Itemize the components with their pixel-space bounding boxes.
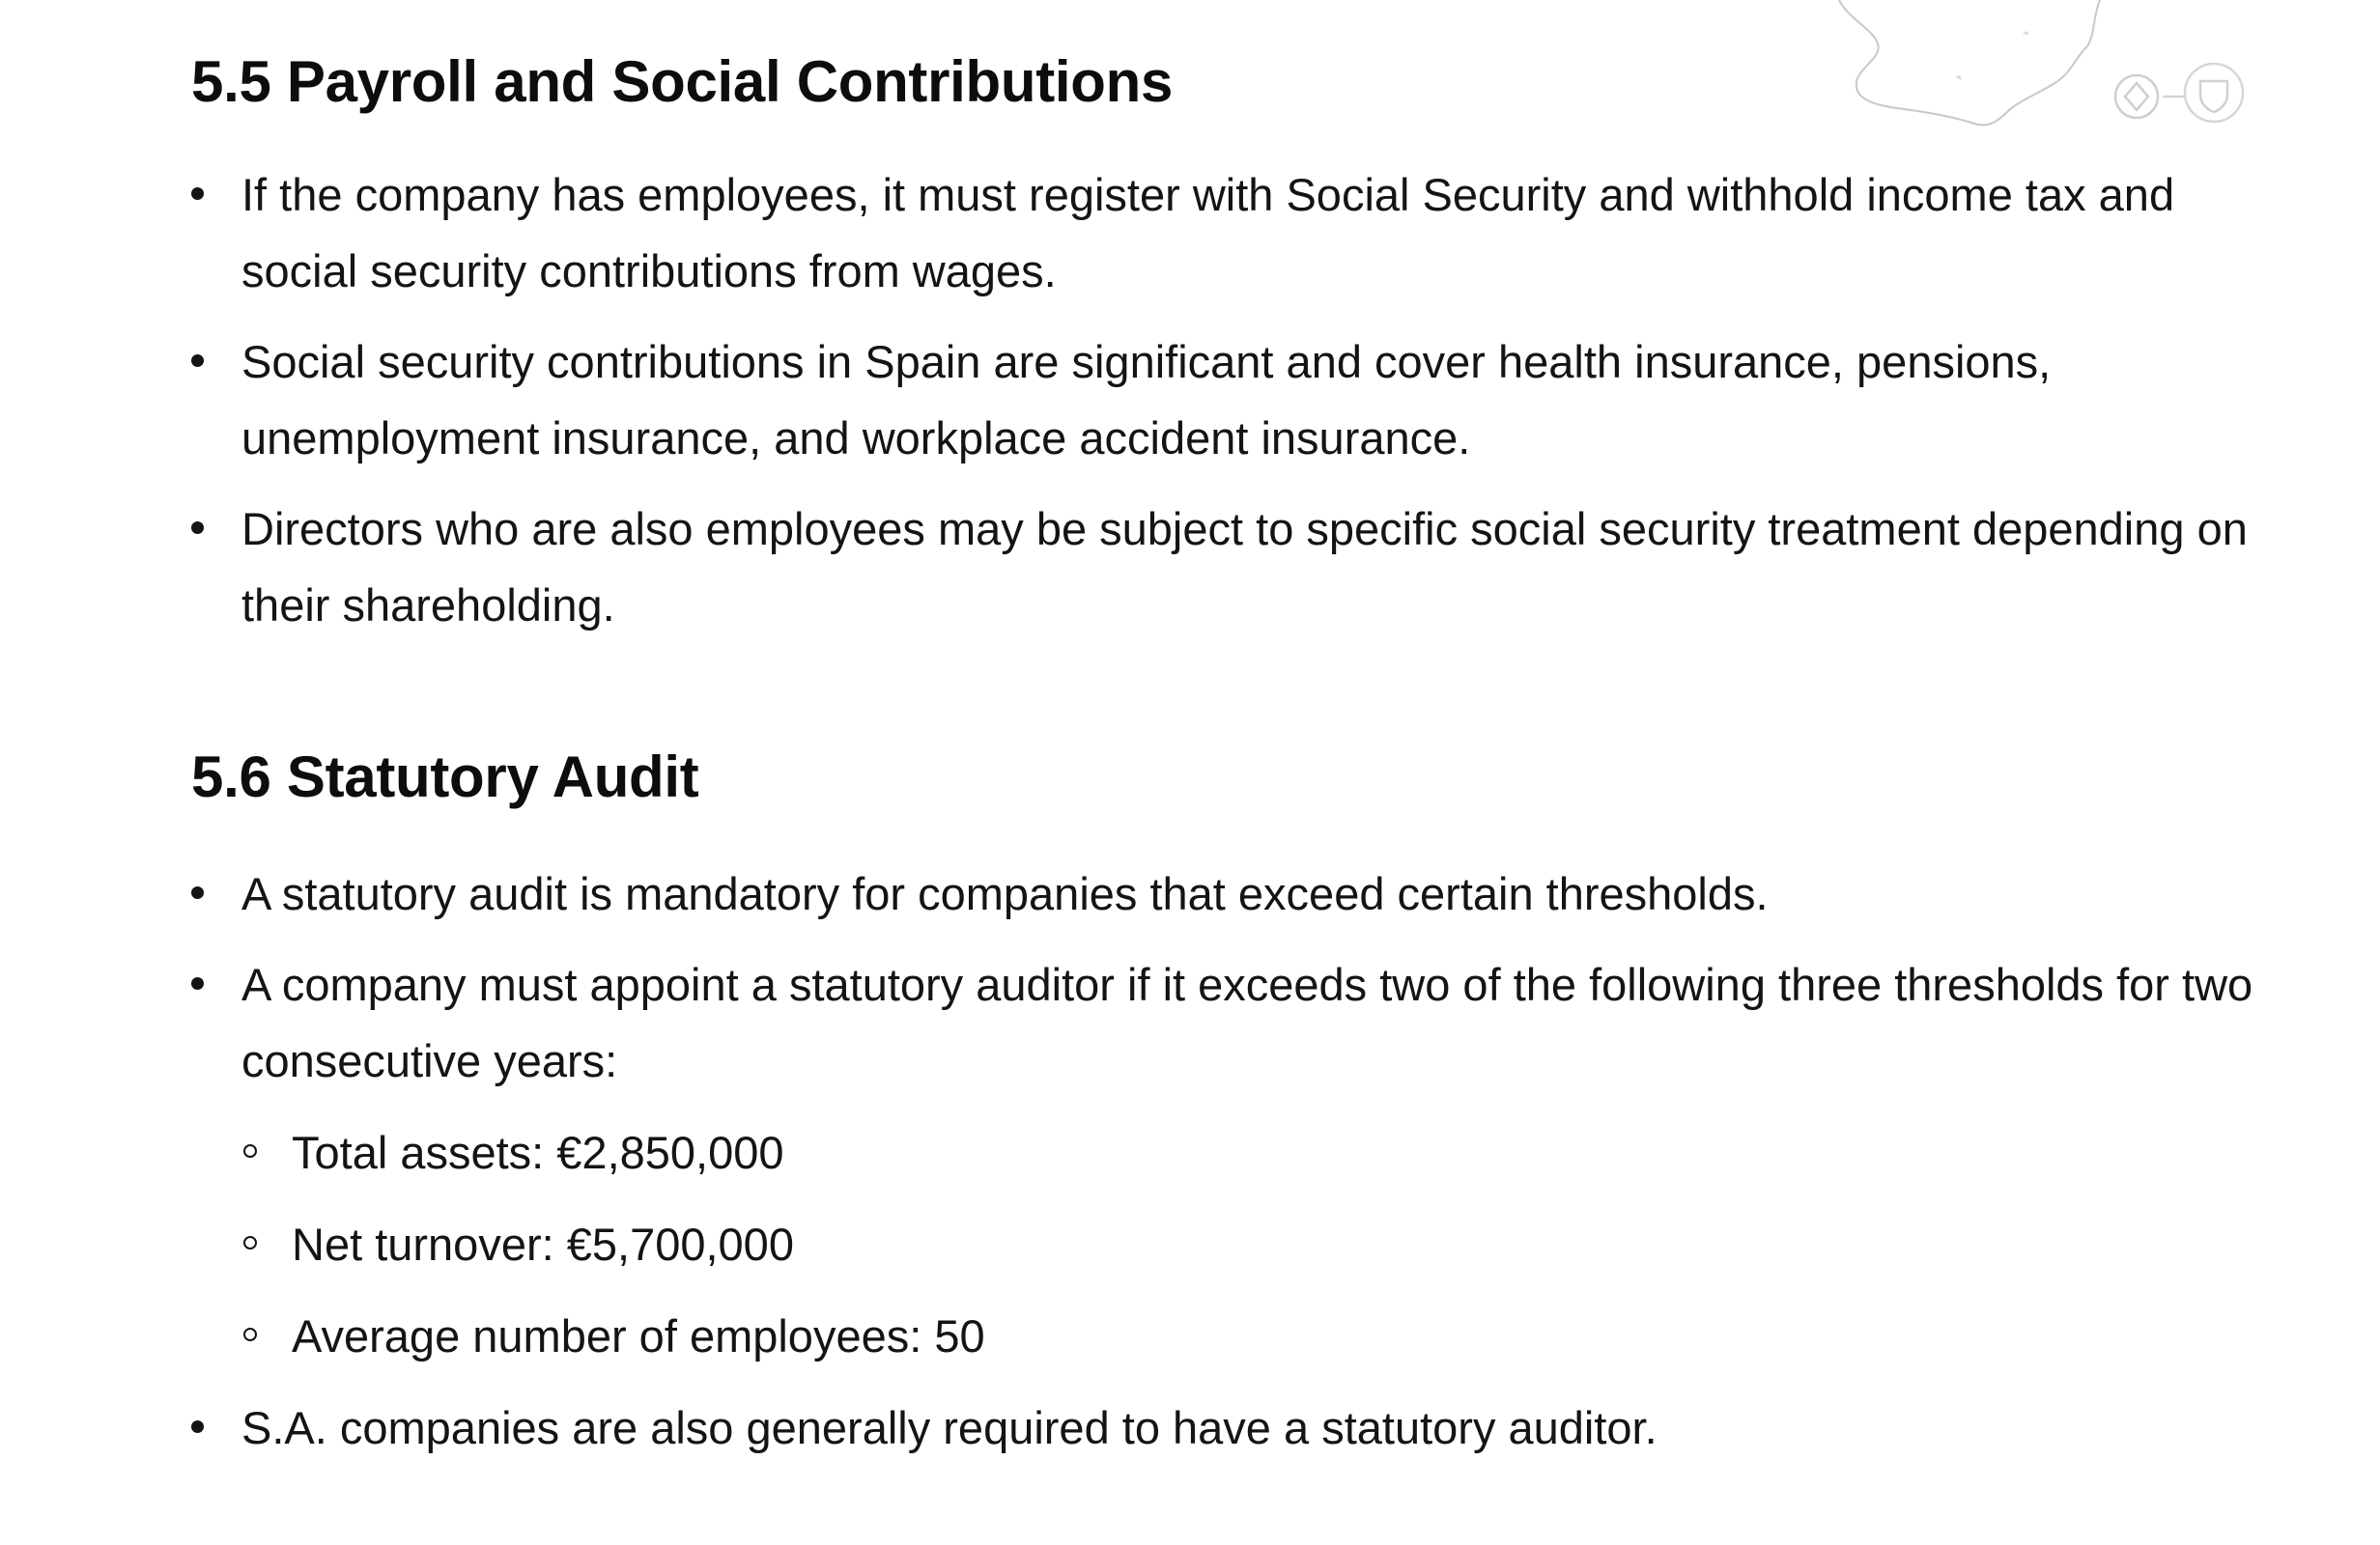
bullet-icon — [191, 886, 204, 899]
threshold-text: Net turnover: €5,700,000 — [292, 1219, 794, 1270]
list-item — [191, 323, 2268, 476]
payroll-bullet-list — [191, 156, 2268, 643]
hollow-bullet-icon — [243, 1328, 257, 1341]
section-heading-payroll: 5.5 Payroll and Social Contributions — [191, 49, 1174, 114]
hollow-bullet-icon — [243, 1236, 257, 1250]
bullet-icon — [191, 1420, 204, 1433]
list-item-text: A company must appoint a statutory auditor if it exceeds two of the following three thresholds for two consecutive years: — [241, 959, 2253, 1086]
list-item-text: Social security contributions in Spain are significant and cover health insurance, pensions, unemployment insurance, and workplace accident insurance. — [241, 336, 2052, 464]
document-page — [191, 39, 2268, 1480]
section-audit — [191, 734, 2268, 1466]
section-heading-audit: 5.6 Statutory Audit — [191, 744, 699, 809]
list-item — [191, 156, 2268, 309]
bullet-icon — [191, 187, 204, 200]
list-item — [191, 491, 2268, 643]
hollow-bullet-icon — [243, 1144, 257, 1158]
list-item — [191, 946, 2268, 1374]
bullet-icon — [191, 521, 204, 534]
list-item-text: A statutory audit is mandatory for companies that exceed certain thresholds. — [241, 868, 1769, 919]
audit-bullet-list — [191, 856, 2268, 1466]
bullet-icon — [191, 354, 204, 367]
threshold-text: Average number of employees: 50 — [292, 1310, 985, 1362]
thresholds-sub-list — [241, 1114, 2268, 1374]
sub-list-item — [241, 1206, 2268, 1282]
list-item — [191, 1390, 2268, 1466]
threshold-text: Total assets: €2,850,000 — [292, 1127, 784, 1178]
sub-list-item — [241, 1298, 2268, 1374]
section-payroll — [191, 39, 2268, 643]
sub-list-item — [241, 1114, 2268, 1191]
list-item-text: S.A. companies are also generally required to have a statutory auditor. — [241, 1402, 1658, 1453]
bullet-icon — [191, 977, 204, 990]
list-item-text: If the company has employees, it must register with Social Security and withhold income tax and social security contributions from wages. — [241, 169, 2175, 296]
list-item-text: Directors who are also employees may be subject to specific social security treatment depending on their shareholding. — [241, 503, 2248, 631]
list-item — [191, 856, 2268, 932]
